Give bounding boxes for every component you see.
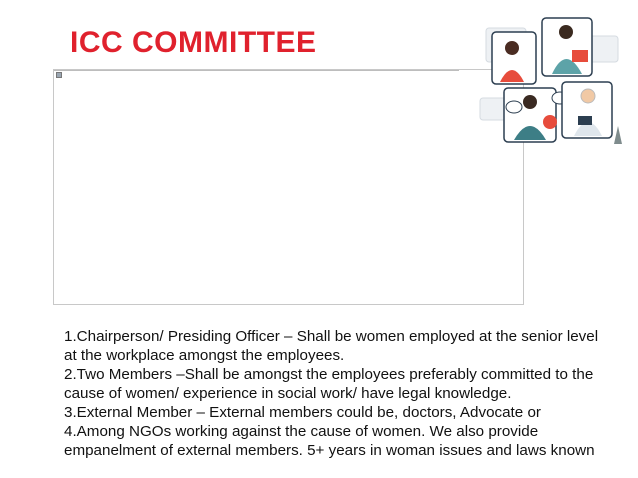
item-external-member: 3.External Member – External members could be, doctors, Advocate or (64, 404, 541, 421)
speech-bubble (506, 101, 522, 113)
head-man2 (523, 95, 537, 109)
page-title: ICC COMMITTEE (70, 26, 317, 59)
plant (614, 126, 622, 144)
tablet (578, 116, 592, 125)
folder (572, 50, 588, 62)
committee-description (64, 327, 614, 460)
pie-chart (543, 115, 557, 129)
head-woman (505, 41, 519, 55)
head-man (559, 25, 573, 39)
video-call-illustration-icon (478, 10, 628, 145)
item-ngos: 4.Among NGOs working against the cause of women. We also provide empanelment of external members. 5+ years in woman issues and laws known (64, 423, 595, 459)
frame-top-line (54, 70, 459, 71)
item-two-members: 2.Two Members –Shall be amongst the employees preferably committed to the cause of women/ experience in social work/ have legal knowledge. (64, 366, 594, 402)
panel-bg (480, 98, 506, 120)
item-chairperson: 1.Chairperson/ Presiding Officer – Shall be women employed at the senior level at the workplace amongst the employees. (64, 328, 599, 364)
broken-image-icon (56, 72, 62, 78)
head-man3 (581, 89, 595, 103)
embedded-frame (53, 69, 524, 305)
